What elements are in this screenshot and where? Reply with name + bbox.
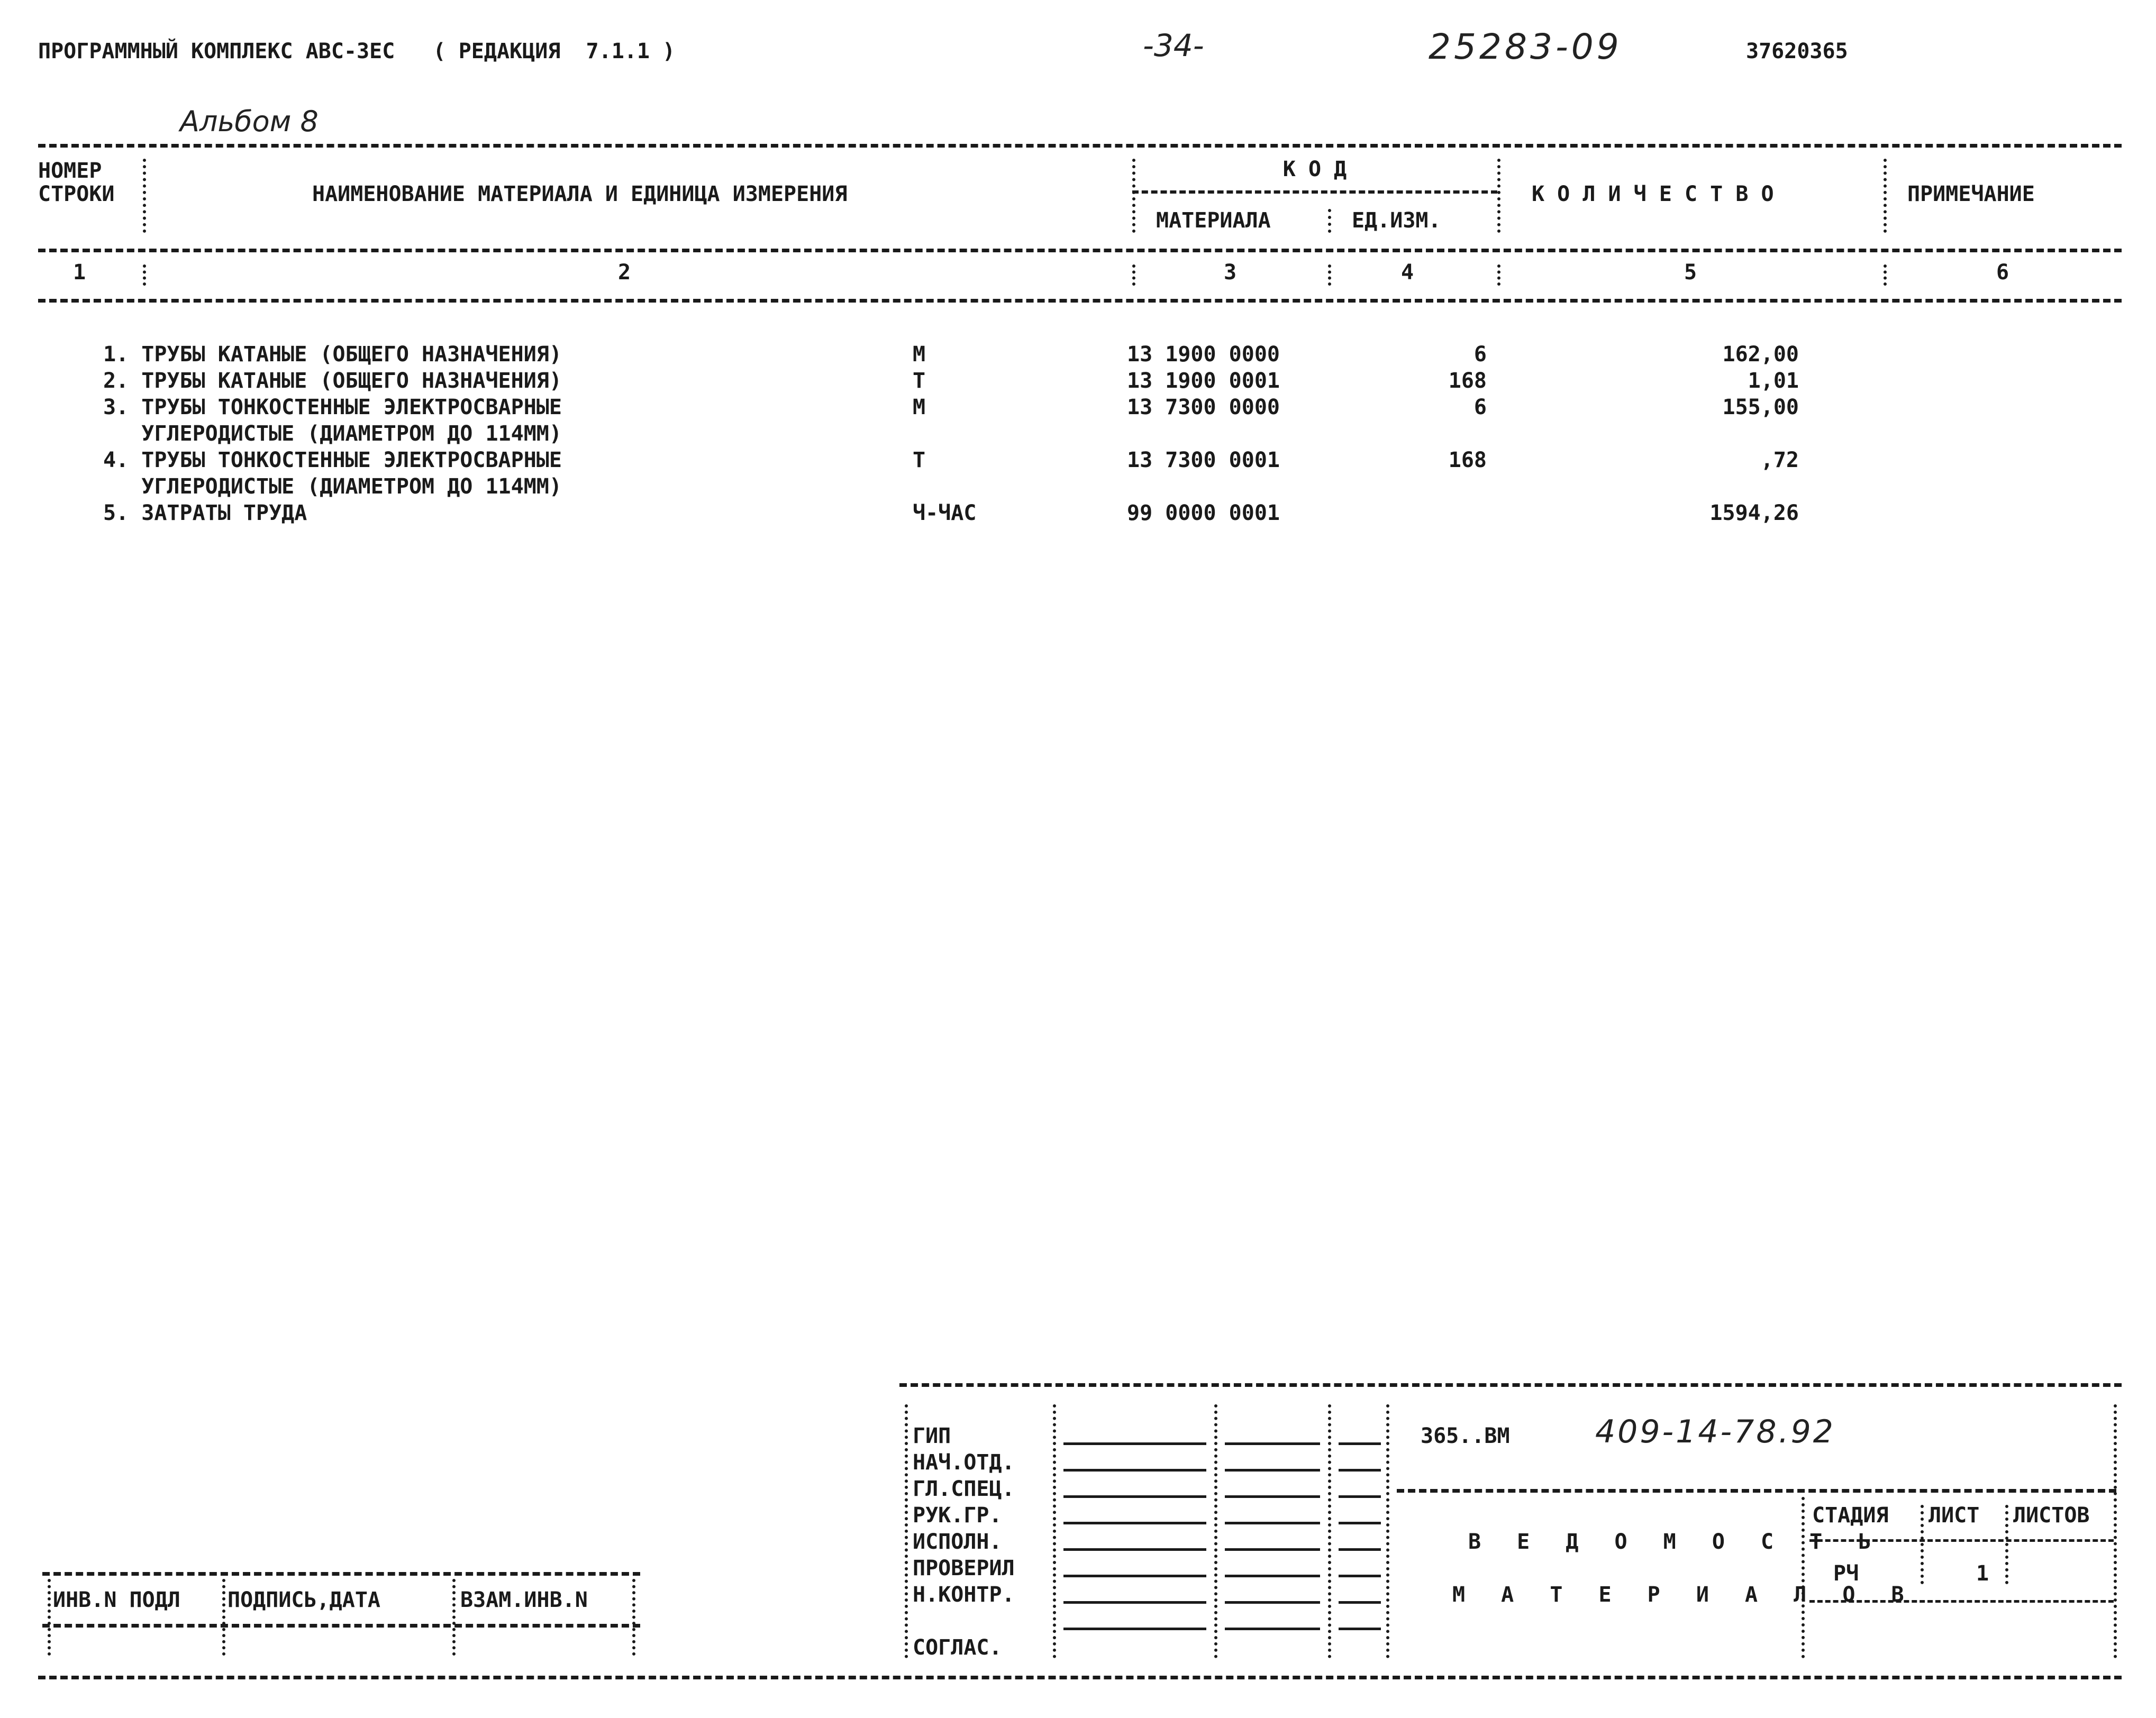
signature-line	[1225, 1522, 1320, 1524]
row-name: УГЛЕРОДИСТЫЕ (ДИАМЕТРОМ ДО 114ММ)	[103, 422, 562, 446]
stage-block-separator	[1921, 1505, 1924, 1584]
title-block-border-right	[2114, 1404, 2117, 1658]
row-quantity: ,72	[1760, 448, 1799, 472]
col-number-4: 4	[1400, 260, 1414, 285]
colnum-separator	[1328, 264, 1331, 286]
kod-material-header: МАТЕРИАЛА	[1156, 208, 1271, 233]
signature-line	[1063, 1628, 1206, 1630]
page-number: -34-	[1143, 28, 1204, 63]
signature-line	[1063, 1442, 1206, 1445]
row-name: УГЛЕРОДИСТЫЕ (ДИАМЕТРОМ ДО 114ММ)	[103, 474, 562, 499]
quantity-header: К О Л И Ч Е С Т В О	[1532, 182, 1774, 206]
header-separator	[1497, 159, 1500, 233]
row-name: 3. ТРУБЫ ТОНКОСТЕННЫЕ ЭЛЕКТРОСВАРНЫЕ	[103, 395, 562, 419]
kod-divider	[1132, 190, 1497, 194]
signature-line	[1225, 1601, 1320, 1604]
row-unit: Ч-ЧАС	[913, 501, 977, 525]
inventory-separator	[452, 1579, 456, 1656]
role-agreed: СОГЛАС.	[913, 1635, 1002, 1660]
col-number-6: 6	[1996, 260, 2009, 285]
signature-line	[1063, 1601, 1206, 1604]
header-separator	[1328, 209, 1331, 233]
col-number-3: 3	[1223, 260, 1237, 285]
row-unit-code: 6	[1473, 395, 1487, 419]
sheet-label: ЛИСТ	[1928, 1503, 1980, 1528]
row-unit: Т	[913, 369, 926, 393]
inventory-top-rule	[42, 1572, 640, 1576]
col2-header: НАИМЕНОВАНИЕ МАТЕРИАЛА И ЕДИНИЦА ИЗМЕРЕНИЯ	[312, 182, 848, 206]
row-quantity: 1594,26	[1709, 501, 1799, 525]
role-norm-control: Н.КОНТР.	[913, 1583, 1015, 1607]
colnum-bottom-rule	[38, 299, 2122, 303]
signature-line	[1063, 1469, 1206, 1472]
program-header: ПРОГРАММНЫЙ КОМПЛЕКС АВС-3ЕС ( РЕДАКЦИЯ 7.1.1 )	[38, 39, 676, 63]
colnum-separator	[1132, 264, 1135, 286]
signature-line	[1225, 1628, 1320, 1630]
signature-line	[1339, 1628, 1381, 1630]
doc-code: 365..ВМ	[1421, 1424, 1510, 1448]
role-checked-by: ПРОВЕРИЛ	[913, 1556, 1015, 1580]
col1-header-line1: НОМЕР	[38, 159, 102, 183]
signature-line	[1225, 1469, 1320, 1472]
role-chief-specialist: ГЛ.СПЕЦ.	[913, 1477, 1015, 1501]
document-number: 25283-09	[1429, 26, 1622, 67]
inventory-separator	[632, 1579, 635, 1656]
row-name: 1. ТРУБЫ КАТАНЫЕ (ОБЩЕГО НАЗНАЧЕНИЯ)	[103, 342, 562, 367]
row-material-code: 99 0000 0001	[1127, 501, 1280, 525]
stage-block-separator	[2005, 1505, 2008, 1584]
inventory-mid-rule	[42, 1624, 640, 1628]
stage-block-border	[1802, 1497, 1805, 1658]
row-name: 5. ЗАТРАТЫ ТРУДА	[103, 501, 307, 525]
col-number-2: 2	[617, 260, 631, 285]
title-block-separator	[1214, 1404, 1217, 1658]
row-material-code: 13 7300 0001	[1127, 448, 1280, 472]
stage-label: СТАДИЯ	[1812, 1503, 1889, 1528]
row-unit-code: 168	[1448, 448, 1487, 472]
signature-line	[1339, 1548, 1381, 1551]
note-header: ПРИМЕЧАНИЕ	[1907, 182, 2035, 206]
signature-line	[1225, 1442, 1320, 1445]
stage-divider	[1809, 1539, 2114, 1542]
document-title-line2: М А Т Е Р И А Л О В	[1452, 1583, 1916, 1607]
colnum-separator	[1497, 264, 1500, 286]
row-material-code: 13 1900 0000	[1127, 342, 1280, 367]
row-unit: Т	[913, 448, 926, 472]
document-title-line1: В Е Д О М О С Т Ь	[1468, 1530, 1883, 1554]
stage-value: РЧ	[1833, 1561, 1859, 1586]
sheet-value: 1	[1976, 1561, 1989, 1586]
title-block-separator	[1053, 1404, 1056, 1658]
album-label: Альбом 8	[180, 105, 319, 138]
role-executor: ИСПОЛН.	[913, 1530, 1002, 1554]
inventory-separator	[48, 1579, 51, 1656]
title-block-top-rule	[899, 1383, 2122, 1387]
signature-line	[1225, 1575, 1320, 1577]
page-bottom-rule	[38, 1676, 2122, 1679]
row-quantity: 155,00	[1722, 395, 1799, 419]
sheets-label: ЛИСТОВ	[2013, 1503, 2090, 1528]
header-separator	[1132, 159, 1135, 233]
row-material-code: 13 7300 0000	[1127, 395, 1280, 419]
role-gip: ГИП	[913, 1424, 951, 1448]
title-divider	[1397, 1489, 2116, 1493]
row-unit: М	[913, 395, 926, 419]
title-block-border-left	[905, 1404, 908, 1658]
row-quantity: 162,00	[1722, 342, 1799, 367]
row-name: 2. ТРУБЫ КАТАНЫЕ (ОБЩЕГО НАЗНАЧЕНИЯ)	[103, 369, 562, 393]
signature-line	[1339, 1495, 1381, 1498]
kod-header: К О Д	[1282, 157, 1347, 181]
col1-header-line2: СТРОКИ	[38, 182, 115, 206]
inventory-separator	[222, 1579, 225, 1656]
row-material-code: 13 1900 0001	[1127, 369, 1280, 393]
header-separator	[1884, 159, 1887, 233]
signature-line	[1225, 1548, 1320, 1551]
signature-line	[1063, 1495, 1206, 1498]
col-number-1: 1	[72, 260, 86, 285]
inventory-number-label: ИНВ.N ПОДЛ	[53, 1588, 180, 1612]
table-top-rule	[38, 144, 2122, 148]
signature-line	[1063, 1575, 1206, 1577]
signature-line	[1339, 1575, 1381, 1577]
replacement-inventory-label: ВЗАМ.ИНВ.N	[460, 1588, 588, 1612]
kod-unit-header: ЕД.ИЗМ.	[1352, 208, 1441, 233]
signature-line	[1339, 1522, 1381, 1524]
colnum-separator	[143, 264, 146, 286]
signature-line	[1339, 1442, 1381, 1445]
header-bottom-rule	[38, 249, 2122, 252]
signature-line	[1063, 1522, 1206, 1524]
doc-code-handwritten: 409-14-78.92	[1595, 1413, 1835, 1450]
document-code: 37620365	[1746, 39, 1848, 63]
signature-date-label: ПОДПИСЬ,ДАТА	[228, 1588, 380, 1612]
row-unit-code: 168	[1448, 369, 1487, 393]
header-separator	[143, 159, 146, 233]
row-name: 4. ТРУБЫ ТОНКОСТЕННЫЕ ЭЛЕКТРОСВАРНЫЕ	[103, 448, 562, 472]
stage-bottom-divider	[1809, 1600, 2114, 1603]
col-number-5: 5	[1684, 260, 1697, 285]
role-group-lead: РУК.ГР.	[913, 1503, 1002, 1528]
role-head-of-department: НАЧ.ОТД.	[913, 1450, 1015, 1475]
row-unit-code: 6	[1473, 342, 1487, 367]
title-block-separator	[1386, 1404, 1389, 1658]
colnum-separator	[1884, 264, 1887, 286]
row-quantity: 1,01	[1748, 369, 1799, 393]
signature-line	[1339, 1469, 1381, 1472]
title-block-separator	[1328, 1404, 1331, 1658]
row-unit: М	[913, 342, 926, 367]
signature-line	[1063, 1548, 1206, 1551]
signature-line	[1225, 1495, 1320, 1498]
signature-line	[1339, 1601, 1381, 1604]
